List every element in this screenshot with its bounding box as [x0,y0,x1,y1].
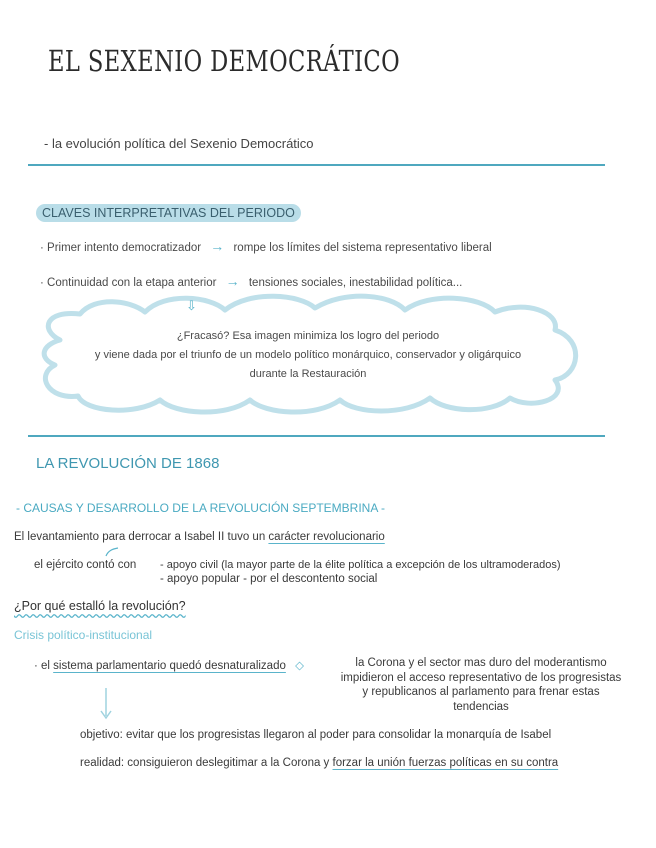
claves-heading: CLAVES INTERPRETATIVAS DEL PERIODO [36,204,301,222]
claves-item-1-right: rompe los límites del sistema representativo liberal [233,242,492,254]
claves-item-1 [40,238,492,254]
sistema-desnaturalizado: sistema parlamentario quedó desnaturalizado [53,660,286,672]
revolucion-heading: LA REVOLUCIÓN DE 1868 [36,455,220,472]
claves-item-2 [40,273,462,289]
levantamiento-line [14,531,385,543]
revolucion-subheading: - CAUSAS Y DESARROLLO DE LA REVOLUCIÓN SEPTEMBRINA - [16,501,385,515]
claves-item-1-left: · Primer intento democratizador [40,242,202,254]
claves-item-2-left: · Continuidad con la etapa anterior [40,277,217,289]
diamond-icon: ◇ [295,660,304,672]
divider-top [28,164,605,166]
arrow-down-icon: ⇩ [186,298,197,313]
forzar-union: forzar la unión fuerzas políticas en su contra [332,757,559,769]
cloud-line-3: durante la Restauración [249,368,367,380]
support-popular: - apoyo popular - por el descontento social [160,573,378,585]
army-left: el ejército contó con [34,559,137,571]
page-subtitle: - la evolución política del Sexenio Democrático [44,136,314,151]
curved-arrow-icon [106,548,118,556]
cloud-line-1: ¿Fracasó? Esa imagen minimiza los logro del periodo [176,330,440,342]
claves-item-2-right: tensiones sociales, inestabilidad política... [248,277,463,289]
support-civil: - apoyo civil (la mayor parte de la élite política a excepción de los ultramoderados) [160,559,561,571]
page-title: EL SEXENIO DEMOCRÁTICO [48,44,401,78]
divider-middle [28,435,605,437]
parlamento-line [34,658,304,672]
crisis-heading: Crisis político-institucional [14,628,153,642]
objetivo-line: objetivo: evitar que los progresistas llegaron al poder para consolidar la monarquía de Isabel [80,729,552,741]
arrow-right-icon: → [210,238,225,254]
parlamento-prefix: · el [34,660,54,672]
levantamiento-text: El levantamiento para derrocar a Isabel II tuvo un [14,531,269,543]
caracter-revolucionario: carácter revolucionario [268,531,385,543]
realidad-text: realidad: consiguieron deslegitimar a la Corona y [80,757,333,769]
cloud-line-2: y viene dada por el triunfo de un modelo político monárquico, conservador y oligárquico [94,349,522,361]
question-line: ¿Por qué estalló la revolución? [14,599,186,613]
realidad-line [80,757,558,769]
corona-explanation: la Corona y el sector mas duro del moderantismo impidieron el acceso representativo de los progresistas y republicanos al parlamento para frenar estas tendencias [340,657,622,713]
arrow-right-icon: → [225,273,240,289]
